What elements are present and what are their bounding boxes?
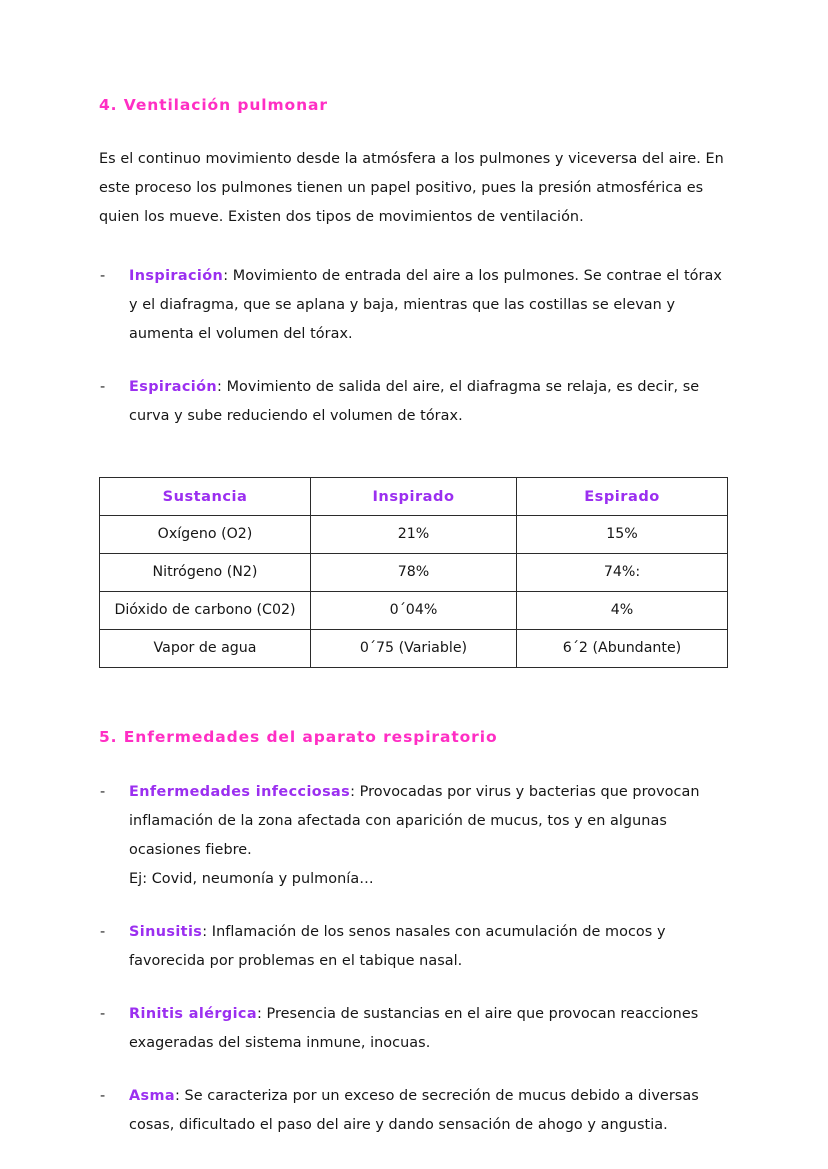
bullet-text: Se caracteriza por un exceso de secreción de mucus debido a diversas cosas, dificultado el paso del aire y dando sensación de ahogo y angustia.: [129, 1088, 699, 1134]
bullet-example-line: Ej: Covid, neumonía y pulmonía…: [129, 871, 374, 888]
bullet-separator: :: [256, 1006, 262, 1023]
enfermedades-bullet-list: [99, 778, 729, 1140]
table-header-cell: Espirado: [517, 477, 728, 515]
table-row: [100, 553, 728, 591]
table-cell: Nitrógeno (N2): [100, 553, 311, 591]
table-header-cell: Inspirado: [311, 477, 517, 515]
section-heading-enfermedades-aparato-respiratorio: 5. Enfermedades del aparato respiratorio: [99, 727, 498, 746]
bullet-text: Movimiento de salida del aire, el diafragma se relaja, es decir, se curva y sube reduciendo el volumen de tórax.: [129, 378, 700, 424]
bullet-dash-icon: -: [100, 378, 106, 395]
bullet-dash-icon: -: [100, 784, 106, 801]
bullet-text: Provocadas por virus y bacterias que provocan inflamación de la zona afectada con aparición de mucus, tos y en algunas ocasiones fiebre.: [129, 784, 700, 859]
bullet-dash-icon: -: [100, 1006, 106, 1023]
bullet-separator: :: [223, 267, 229, 284]
bullet-text: Inflamación de los senos nasales con acumulación de mocos y favorecida por problemas en el tabique nasal.: [129, 924, 666, 970]
table-cell: 0´04%: [311, 591, 517, 629]
table-cell: 4%: [517, 591, 728, 629]
bullet-term: Espiración: [129, 378, 218, 395]
bullet-dash-icon: -: [100, 924, 106, 941]
table-cell: Oxígeno (O2): [100, 515, 311, 553]
table-row: [100, 591, 728, 629]
table-cell: 74%:: [517, 553, 728, 591]
table-cell: 0´75 (Variable): [311, 629, 517, 667]
table-header-row: [100, 477, 728, 515]
list-item: [99, 1000, 729, 1058]
bullet-term: Rinitis alérgica: [129, 1006, 257, 1023]
bullet-separator: :: [350, 784, 356, 801]
list-item: [99, 778, 729, 894]
list-item: [99, 1082, 729, 1140]
table-cell: 78%: [311, 553, 517, 591]
document-content: [99, 96, 729, 1140]
table-cell: Vapor de agua: [100, 629, 311, 667]
spacer: [99, 668, 729, 728]
list-item: [99, 918, 729, 976]
bullet-term: Asma: [129, 1088, 176, 1105]
spacer: [99, 431, 729, 477]
bullet-dash-icon: -: [100, 1088, 106, 1105]
ventilacion-bullet-list: [99, 262, 729, 431]
table-cell: 21%: [311, 515, 517, 553]
bullet-text: Presencia de sustancias en el aire que provocan reacciones exageradas del sistema inmune, inocuas.: [129, 1006, 699, 1052]
table-cell: Dióxido de carbono (C02): [100, 591, 311, 629]
list-item: [99, 262, 729, 349]
gas-composition-table: [99, 477, 728, 668]
bullet-text: Movimiento de entrada del aire a los pulmones. Se contrae el tórax y el diafragma, que se aplana y baja, mientras que las costillas se elevan y aumenta el volumen del tórax.: [129, 267, 722, 342]
bullet-separator: :: [175, 1088, 180, 1105]
table-cell: 15%: [517, 515, 728, 553]
bullet-dash-icon: -: [100, 267, 106, 284]
list-item: [99, 373, 729, 431]
table-row: [100, 515, 728, 553]
bullet-term: Sinusitis: [129, 924, 203, 941]
bullet-term: Enfermedades infecciosas: [129, 784, 351, 801]
bullet-separator: :: [202, 924, 208, 941]
section-4-paragraph: Es el continuo movimiento desde la atmósfera a los pulmones y viceversa del aire. En este proceso los pulmones tienen un papel positivo, pues la presión atmosférica es quien los mueve. Existen dos tipos de movimientos de ventilación.: [99, 150, 724, 225]
bullet-separator: :: [217, 378, 222, 395]
bullet-term: Inspiración: [129, 267, 224, 284]
table-cell: 6´2 (Abundante): [517, 629, 728, 667]
table-row: [100, 629, 728, 667]
table-header-cell: Sustancia: [100, 477, 311, 515]
section-heading-ventilacion-pulmonar: 4. Ventilación pulmonar: [99, 96, 328, 114]
